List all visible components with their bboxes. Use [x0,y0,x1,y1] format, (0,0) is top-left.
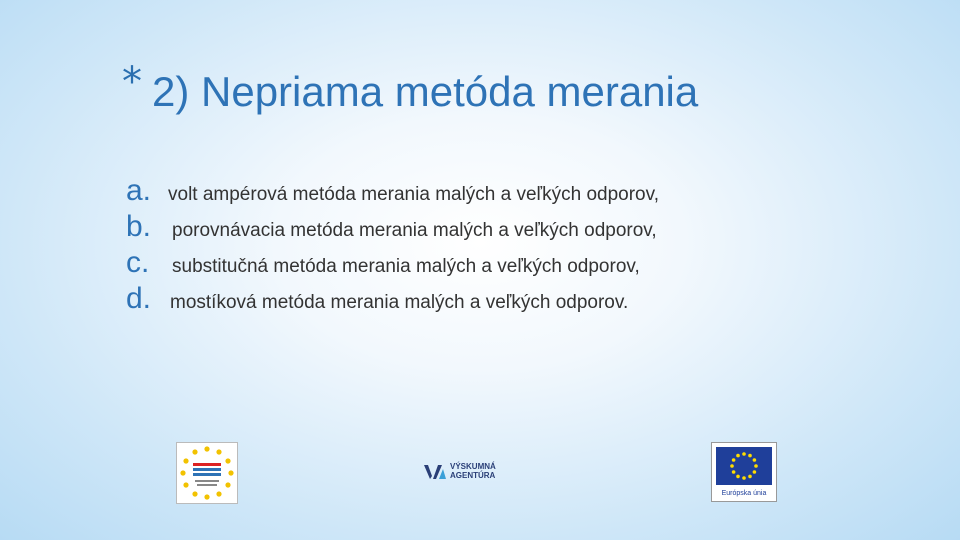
eu-caption: Európska únia [721,490,767,497]
list-item [126,248,659,284]
list-text: porovnávacia metóda merania malých a veľkých odporov, [172,220,657,241]
star-circle-icon [177,443,237,503]
list-item [126,212,659,248]
list-item [126,176,659,212]
va-text [446,462,496,480]
footer-logos [0,440,960,510]
eu-logo [711,442,777,502]
va-mark-icon [424,463,446,479]
list-marker: c. [126,246,150,279]
va-line2: AGENTÚRA [450,471,496,480]
title-bullet: * [122,59,142,105]
list-marker: d. [126,282,152,315]
list-marker: b. [126,210,152,243]
slide-title: 2) Nepriama metóda merania [152,68,699,115]
method-list [126,176,659,320]
operational-programme-logo [176,442,238,504]
eu-flag-icon [712,443,776,501]
va-line1: VÝSKUMNÁ [450,462,496,471]
title-block [122,59,699,122]
list-marker: a. [126,174,152,207]
list-text: substitučná metóda merania malých a veľkých odporov, [172,256,640,277]
list-text: mostíková metóda merania malých a veľkých odporov. [170,292,629,313]
list-text: volt ampérová metóda merania malých a veľkých odporov, [168,184,659,205]
vyskumna-agentura-logo [424,462,496,480]
list-item [126,284,659,320]
